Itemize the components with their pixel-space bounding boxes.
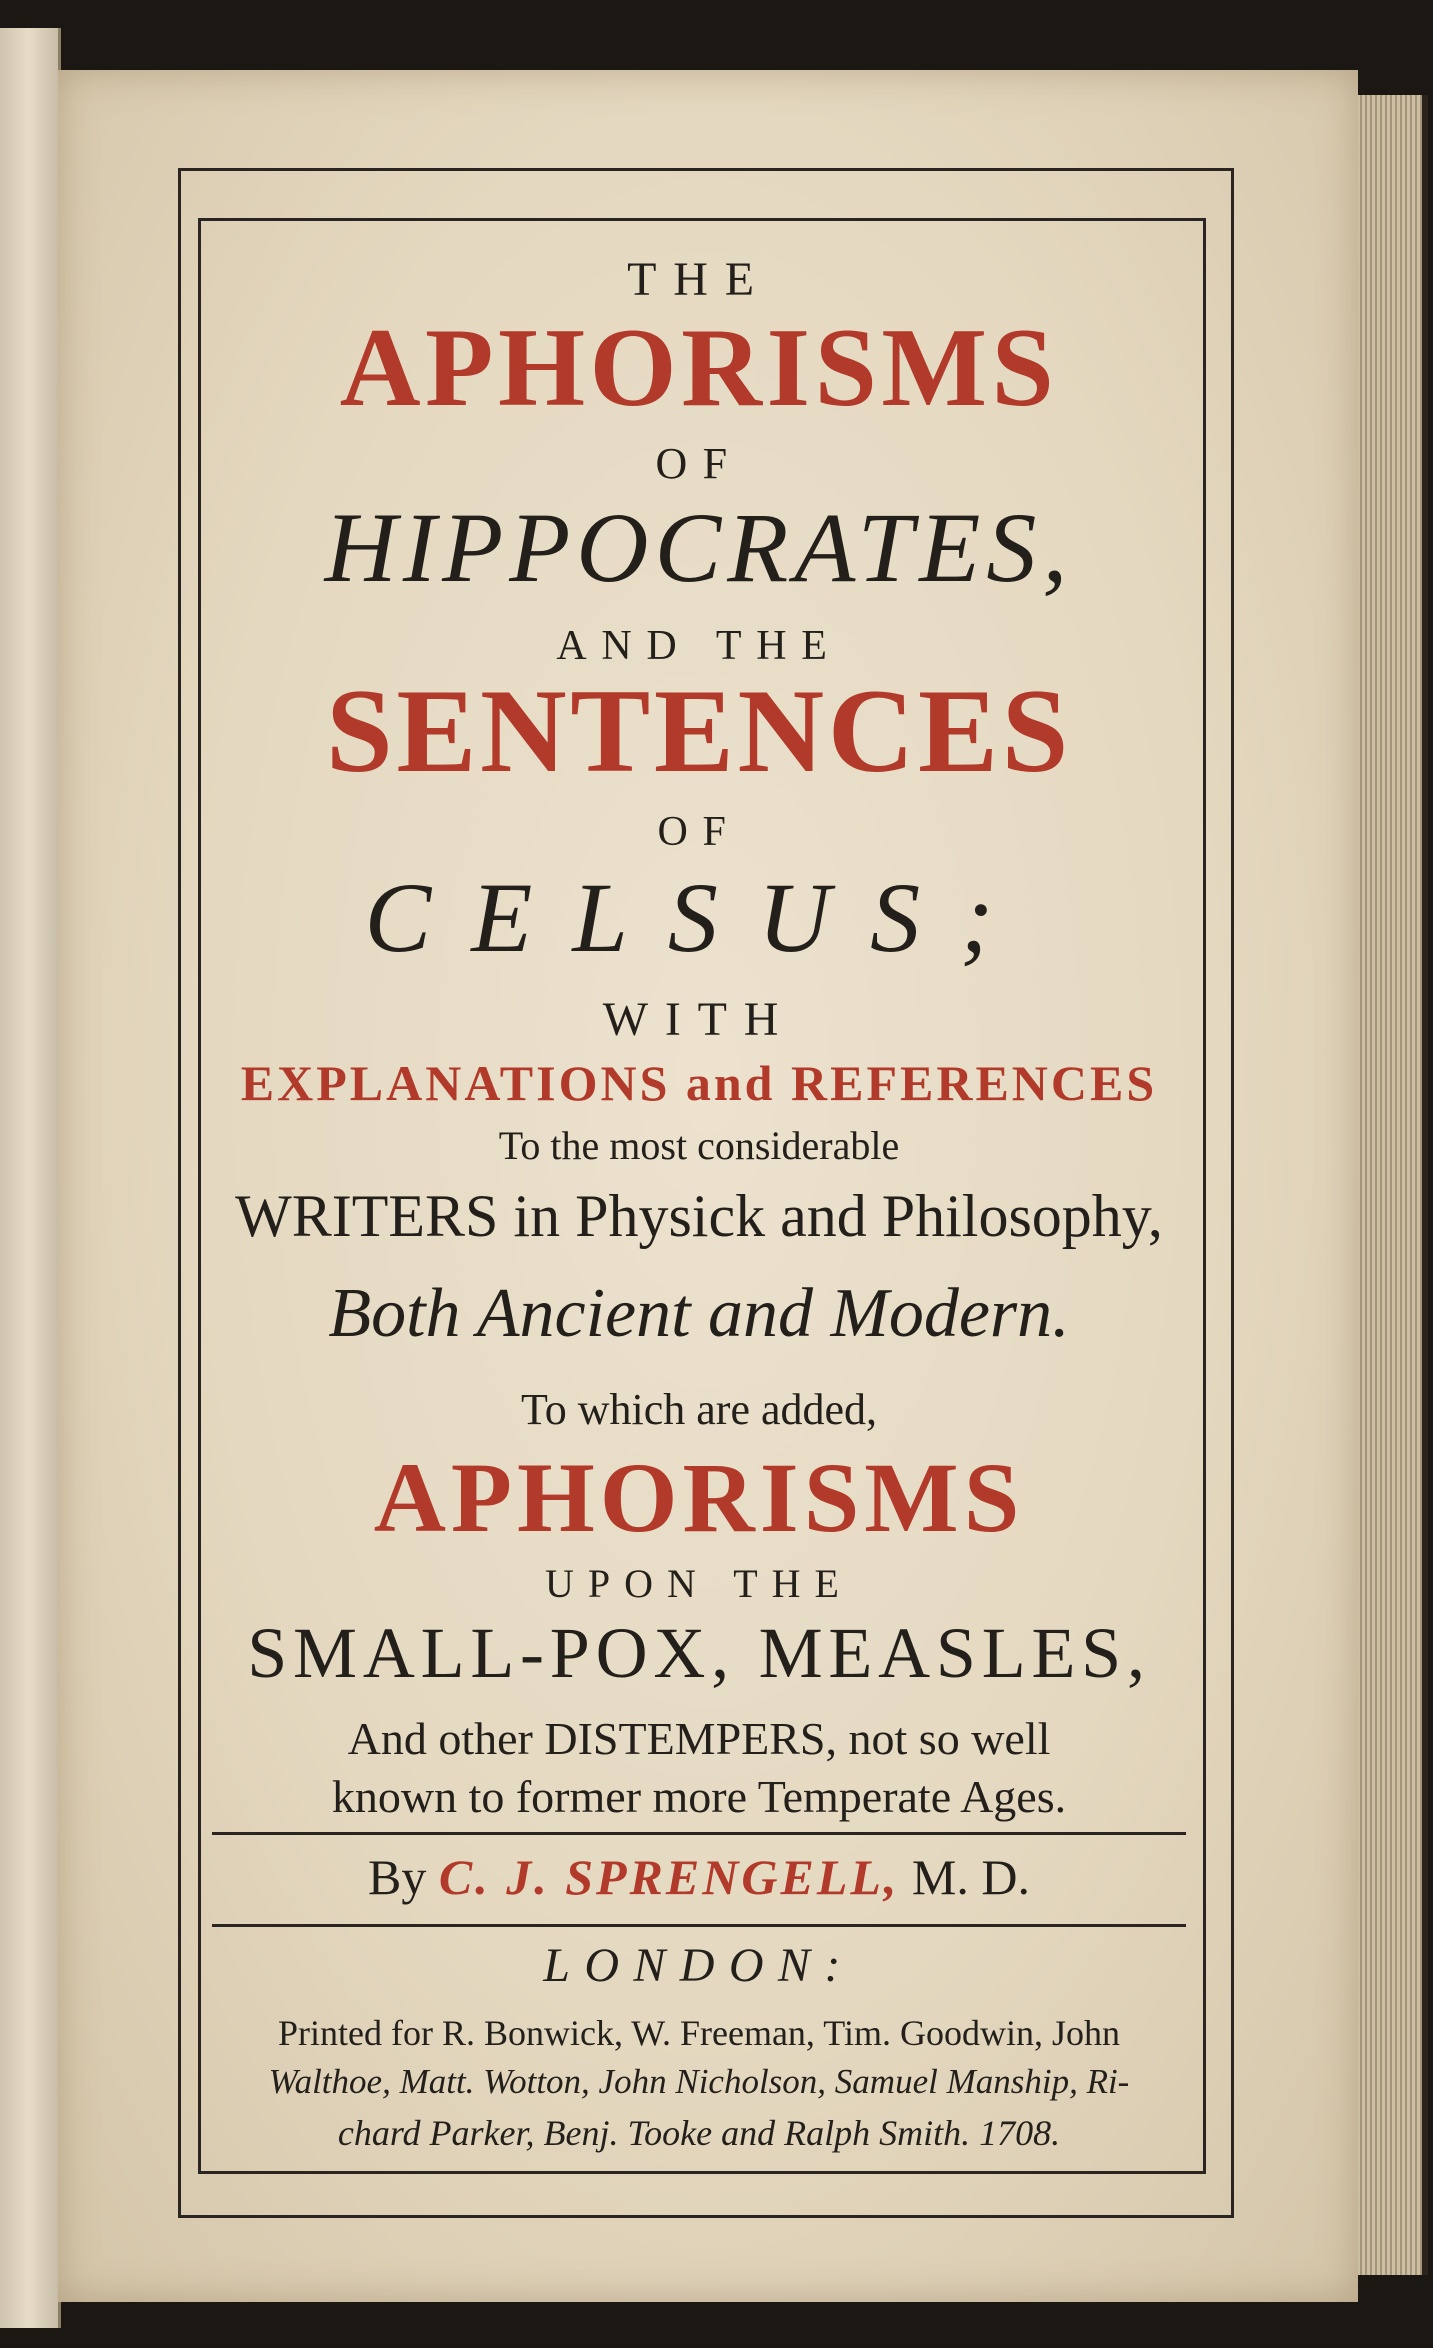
title-small-pox: SMALL-POX, MEASLES, (247, 1613, 1151, 1693)
imprint-london: LONDON: (543, 1939, 855, 1992)
title-sentences: SENTENCES (325, 664, 1072, 797)
rule-above-author (212, 1832, 1186, 1835)
title-celsus: CELSUS; (364, 862, 1034, 973)
title-both: Both Ancient and Modern. (328, 1275, 1070, 1352)
title-upon-the: UPON THE (545, 1561, 853, 1606)
title-the: THE (627, 253, 771, 306)
author-by: By (368, 1849, 427, 1905)
author-name: C. J. SPRENGELL, (438, 1849, 900, 1905)
title-to-the-most: To the most considerable (498, 1123, 900, 1168)
title-and-the: AND THE (556, 623, 842, 669)
facing-page-edge (0, 28, 61, 2328)
author-line (202, 1848, 1196, 1906)
title-with: WITH (602, 993, 796, 1046)
page-block-edge (1352, 95, 1428, 2275)
title-hippocrates: HIPPOCRATES, (324, 492, 1074, 603)
title-explanations: EXPLANATIONS and REFERENCES (240, 1055, 1158, 1111)
title-aphorisms-2: APHORISMS (373, 1442, 1025, 1553)
imprint-line-3: chard Parker, Benj. Tooke and Ralph Smith. 1708. (337, 2113, 1061, 2153)
title-known: known to former more Temperate Ages. (331, 1771, 1067, 1822)
title-distempers: And other DISTEMPERS, not so well (347, 1713, 1051, 1764)
title-aphorisms: APHORISMS (339, 306, 1059, 430)
title-writers: WRITERS in Physick and Philosophy, (235, 1183, 1163, 1249)
title-of-2: OF (657, 809, 741, 855)
title-page-text (202, 222, 1196, 2168)
title-of-1: OF (655, 439, 743, 488)
rule-below-author (212, 1924, 1186, 1927)
imprint-line-1: Printed for R. Bonwick, W. Freeman, Tim. Goodwin, John (277, 2013, 1121, 2053)
imprint-line-2: Walthoe, Matt. Wotton, John Nicholson, Samuel Manship, Ri- (268, 2062, 1130, 2101)
title-to-which: To which are added, (520, 1385, 878, 1434)
author-degree: M. D. (911, 1849, 1030, 1905)
